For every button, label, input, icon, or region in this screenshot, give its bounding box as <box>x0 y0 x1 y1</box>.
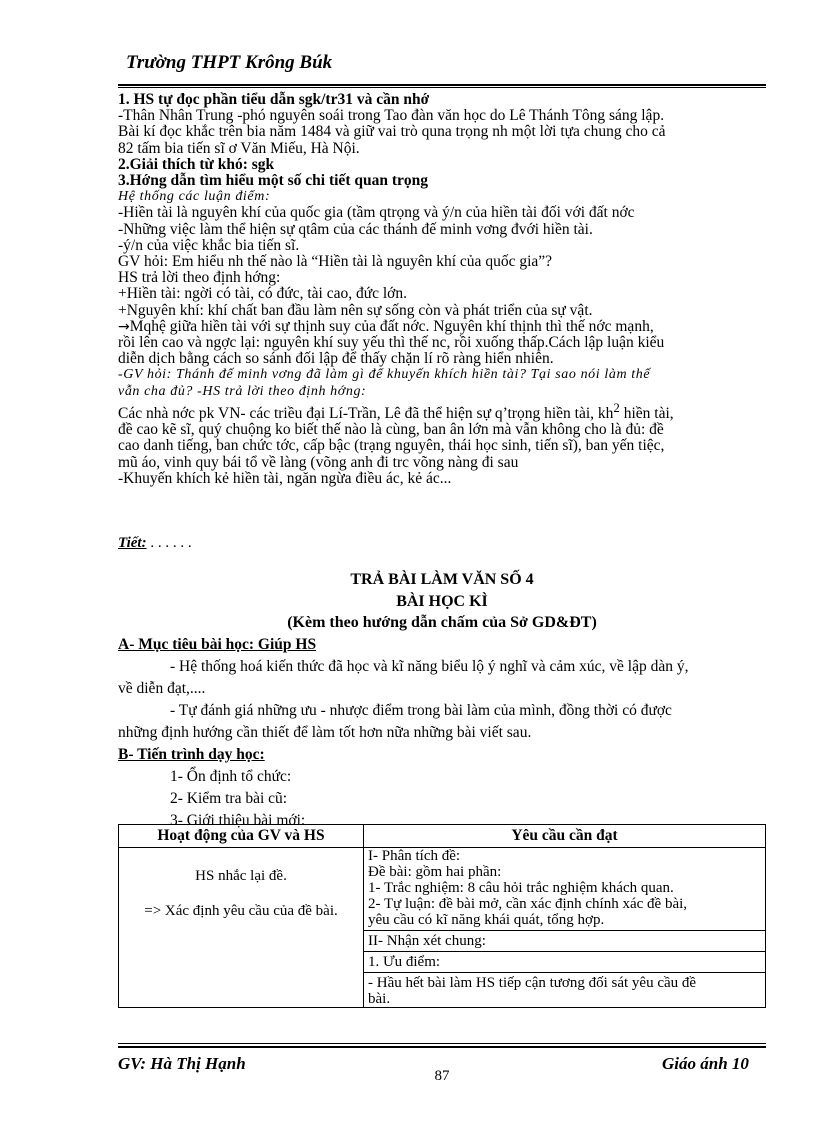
table-header: Yêu cầu cần đạt <box>364 825 766 848</box>
text-line: -Thân Nhân Trung -phó nguyên soái trong Tao đàn văn học do Lê Thánh Tông sáng lập. <box>118 107 665 125</box>
text-line: cao danh tiếng, ban chức tớc, cấp bậc (trạng nguyên, thái học sinh, tiến sĩ), ban yến tiệc, <box>118 437 665 455</box>
table-text: HS nhắc lại đề. <box>195 868 287 884</box>
text-line: rồi lên cao và ngợc lại: nguyên khí suy yếu thì thế nc, rồi xuống thấp.Cách lập luận kiểu <box>118 334 665 352</box>
text-line: 2.Giải thích từ khó: sgk <box>118 155 275 173</box>
text-line: - Tự đánh giá những ưu - nhược điểm trong bài làm của mình, đồng thời có được <box>170 702 672 719</box>
text-line: -GV hỏi: Thánh đế minh vơng đã làm gì để khuyến khích hiền tài? Tại sao nói làm thế <box>118 367 651 383</box>
text-span: Mqhệ giữa hiền tài với sự thịnh suy của đất nớc. Nguyên khí thịnh thì thế nớc mạnh, <box>129 317 654 335</box>
table-text: II- Nhận xét chung: <box>364 930 765 949</box>
text-span: hiền tài, <box>619 405 674 423</box>
tiet-dots: . . . . . . <box>146 535 192 551</box>
lesson-table <box>118 824 766 1008</box>
text-line: Bài kí đọc khắc trên bia năm 1484 và giữ vai trò quna trọng nh một lời tựa chung cho cả <box>118 123 666 141</box>
table-text: 1- Trắc nghiệm: 8 câu hỏi trắc nghiệm khách quan. <box>368 880 674 896</box>
text-line: mũ áo, vinh quy bái tổ về làng (võng anh đi trc võng nàng đi sau <box>118 453 519 471</box>
text-line: 82 tấm bia tiến sĩ ơ Văn Miếu, Hà Nội. <box>118 139 360 157</box>
text-line <box>118 400 766 422</box>
table-text: I- Phân tích đề: <box>368 848 461 864</box>
header-rule-thin <box>118 87 766 88</box>
table-text: - Hầu hết bài làm HS tiếp cận tương đối sát yêu cầu đề <box>364 972 765 991</box>
table-text: yêu cầu có kĩ năng khái quát, tổng hợp. <box>368 912 605 928</box>
text-line: -Hiền tài là nguyên khí của quốc gia (tầm qtrọng và ý/n của hiền tài đối với đất nớc <box>118 204 635 222</box>
table-text: 2- Tự luận: đề bài mở, cần xác định chính xác đề bài, <box>368 896 688 912</box>
text-line: +Hiền tài: ngời có tài, có đức, tài cao, đức lớn. <box>118 285 407 303</box>
tiet-line <box>118 535 192 552</box>
table-text: Đề bài: gồm hai phần: <box>368 864 502 880</box>
superscript: 2 <box>613 399 620 415</box>
section-b-heading: B- Tiến trình dạy học: <box>118 746 265 763</box>
lesson-subtitle: BÀI HỌC KÌ <box>396 593 488 610</box>
text-line: GV hỏi: Em hiểu nh thế nào là “Hiền tài là nguyên khí của quốc gia”? <box>118 253 553 271</box>
lesson-title: TRẢ BÀI LÀM VĂN SỐ 4 <box>350 571 534 588</box>
header-rule <box>118 84 766 86</box>
text-line <box>118 319 766 335</box>
list-item: 2- Kiểm tra bài cũ: <box>170 790 288 807</box>
text-line: - Hệ thống hoá kiến thức đã học và kĩ năng biểu lộ ý nghĩ và cảm xúc, về lập dàn ý, <box>170 658 689 675</box>
text-line: đề cao kẽ sĩ, quý chuộng ko biết thế nào là cùng, ban ân lớn mà vẫn không cho là đủ: đề <box>118 421 664 439</box>
section-intro <box>118 92 766 487</box>
text-line: 3.Hớng dẫn tìm hiểu một số chi tiết quan trọng <box>118 172 428 190</box>
table-header: Hoạt động của GV và HS <box>119 825 364 848</box>
footer-rule <box>118 1046 766 1048</box>
text-line: -ý/n của việc khắc bia tiến sĩ. <box>118 236 300 254</box>
text-line: -Những việc làm thể hiện sự qtâm của các thánh đế minh vơng đvới hiền tài. <box>118 220 593 238</box>
lesson-plan-label: Giáo ánh 10 <box>662 1054 749 1073</box>
text-line: +Nguyên khí: khí chất ban đầu làm nên sự sống còn và phát triển của sự vật. <box>118 301 593 319</box>
list-item: 1- Ổn định tổ chức: <box>170 768 292 785</box>
section-objectives <box>118 634 766 832</box>
page-number: 87 <box>434 1068 450 1084</box>
table-text: => Xác định yêu cầu của đề bài. <box>144 903 338 919</box>
table-cell-activity <box>119 848 364 1008</box>
text-line: -Khuyến khích kẻ hiền tài, ngăn ngừa điều ác, kẻ ác... <box>118 469 452 487</box>
teacher-name: GV: Hà Thị Hạnh <box>118 1054 246 1073</box>
table-cell-requirement <box>364 848 766 1008</box>
footer-rule-thin <box>118 1043 766 1044</box>
text-line: diễn dịch bằng cách so sánh đối lập để thấy chặn lí rõ ràng hiển nhiên. <box>118 350 554 368</box>
text-line: những định hướng cần thiết để làm tốt hơn nữa những bài viết sau. <box>118 724 532 741</box>
list-item: 3- Giới thiệu bài mới: <box>170 812 306 829</box>
lesson-note: (Kèm theo hướng dẫn chấm của Sở GD&ĐT) <box>287 614 597 631</box>
school-header: Trường THPT Krông Búk <box>126 52 333 73</box>
table-text: bài. <box>368 991 391 1007</box>
tiet-label: Tiết: <box>118 535 147 551</box>
text-span: Các nhà nớc pk VN- các triều đại Lí-Trần, Lê đã thể hiện sự q’trọng hiền tài, kh <box>118 405 614 423</box>
text-line: về diễn đạt,.... <box>118 680 206 697</box>
table-text: 1. Ưu điểm: <box>364 951 765 970</box>
arrow-icon: → <box>118 318 130 335</box>
text-line: HS trả lời theo định hớng: <box>118 269 281 287</box>
text-line: Hệ thống các luận điểm: <box>118 189 271 205</box>
section-a-heading: A- Mục tiêu bài học: Giúp HS <box>118 636 317 653</box>
text-line: 1. HS tự đọc phần tiểu dẫn sgk/tr31 và cần nhớ <box>118 91 430 108</box>
text-line: vẫn cha đủ? -HS trả lời theo định hớng: <box>118 383 367 399</box>
